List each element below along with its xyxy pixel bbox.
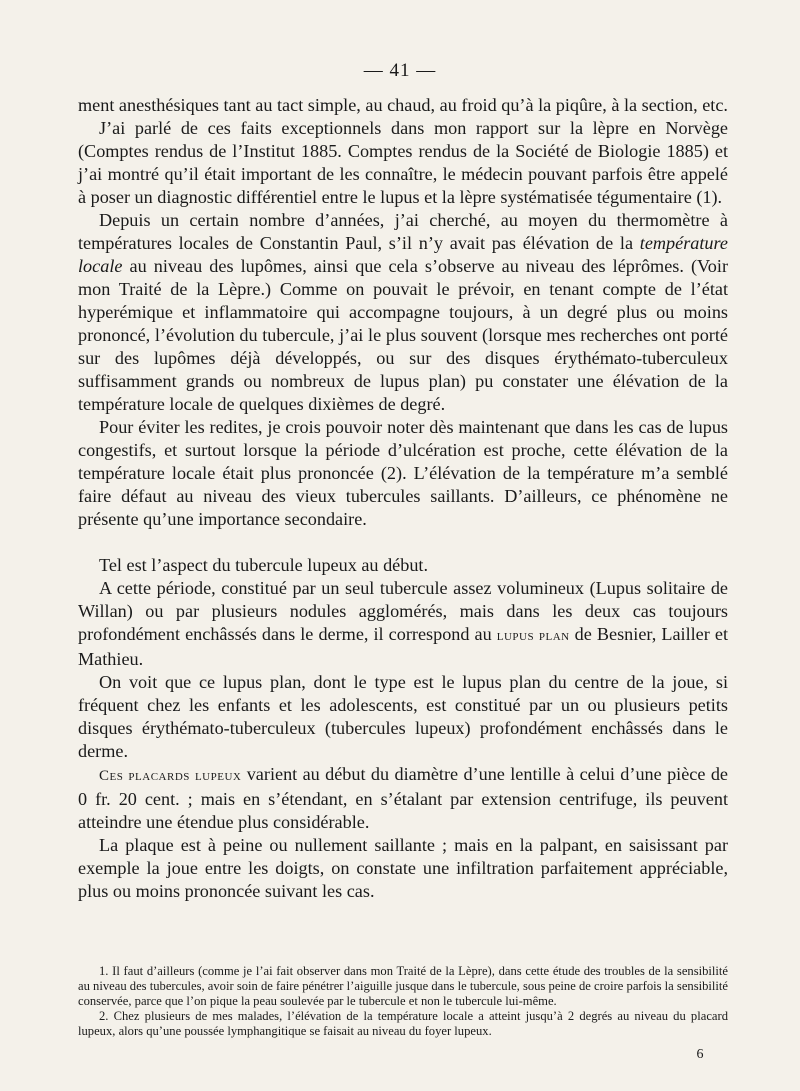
paragraph-8-text: varient au début du diamètre d’une lentille à celui d’une pièce de 0 fr. 20 cent. ; mais en s’étendant, en s’étalant par extension centrifuge, ils peuvent atteindre une étendue plus considérable.	[78, 764, 728, 832]
paragraph-7: On voit que ce lupus plan, dont le type est le lupus plan du centre de la joue, si fréquent chez les enfants et les adolescents, est constitué par un ou plusieurs petits disques érythémato-tuberculeux (tubercules lupeux) profondément enchâssés dans le derme.	[78, 672, 728, 761]
paragraph-1: ment anesthésiques tant au tact simple, au chaud, au froid qu’à la piqûre, à la section, etc.	[78, 95, 728, 115]
main-text	[78, 94, 728, 903]
paragraph-6-text-a: A cette période, constitué par un seul tubercule assez volumineux (Lupus solitaire de Willan) ou par plusieurs nodules agglomérés, mais dans les deux cas toujours profondément enchâssés dans le derme, il correspond au	[78, 578, 728, 644]
paragraph-5: Tel est l’aspect du tubercule lupeux au début.	[99, 555, 429, 575]
paragraph-4: Pour éviter les redites, je crois pouvoir noter dès maintenant que dans les cas de lupus congestifs, et surtout lorsque la période d’ulcération est proche, cette élévation de la température locale était plus prononcée (2). L’élévation de la température m’a semblé faire défaut au niveau des vieux tubercules saillants. D’ailleurs, ce phénomène ne présente qu’une importance secondaire.	[78, 417, 728, 529]
paragraph-6-text-b: de Besnier, Lailler et Mathieu.	[78, 624, 728, 669]
paragraph-2: J’ai parlé de ces faits exceptionnels dans mon rapport sur la lèpre en Norvège (Comptes rendus de l’Institut 1885. Comptes rendus de la Société de Biologie 1885) et j’ai montré qu’il était important de les connaître, le médecin pouvant parfois être appelé à poser un diagnostic différentiel entre le lupus et la lèpre systématisée tégumentaire (1).	[78, 118, 728, 207]
paragraph-3-emphasis: température locale	[78, 233, 728, 276]
paragraph-3-text-b: au niveau des lupômes, ainsi que cela s’observe au niveau des léprômes. (Voir mon Traité de la Lèpre.) Comme on pouvait le prévoir, en tenant compte de l’état hyperémique et inflammatoire qui accompagne toujours, à un degré plus ou moins prononcé, l’évolution du tubercule, j’ai le plus souvent (lorsque mes recherches ont porté sur des lupômes déjà développés, ou sur des disques érythémato-tuberculeux suffisamment grands ou nombreux de lupus plan) pu constater une élévation de la température locale de quelques dixièmes de degré.	[78, 256, 728, 414]
paragraph-3	[78, 209, 728, 416]
paragraph-9: La plaque est à peine ou nullement saillante ; mais en la palpant, en saisissant par exemple la joue entre les doigts, on constate une infiltration parfaitement appréciable, plus ou moins prononcée suivant les cas.	[78, 835, 728, 901]
page-number: — 41 —	[363, 60, 437, 81]
footnote-2: 2. Chez plusieurs de mes malades, l’élévation de la température locale a atteint jusqu’à 2 degrés au niveau du placard lupeux, alors qu’une poussée lymphangitique se faisait au niveau du foyer lupeux.	[78, 1009, 728, 1038]
paragraph-8-small-caps: Ces placards lupeux	[99, 768, 242, 784]
paragraph-8	[78, 763, 728, 834]
signature-mark: 6	[696, 1047, 704, 1062]
paragraph-3-text-a: Depuis un certain nombre d’années, j’ai cherché, au moyen du thermomètre à températures locales de Constantin Paul, s’il n’y avait pas élévation de la	[78, 210, 728, 253]
footnotes	[78, 964, 728, 1039]
paragraph-6-small-caps: lupus plan	[496, 628, 570, 644]
footnote-1: 1. Il faut d’ailleurs (comme je l’ai fait observer dans mon Traité de la Lèpre), dans cette étude des troubles de la sensibilité au niveau des tubercules, avoir soin de faire pénétrer l’aiguille jusque dans le tubercule, sous peine de croire parfois la sensibilité conservée, parce que l’on pique la peau soulevée par le tubercule et non le tubercule lui-même.	[78, 964, 728, 1008]
paragraph-6	[78, 577, 728, 671]
